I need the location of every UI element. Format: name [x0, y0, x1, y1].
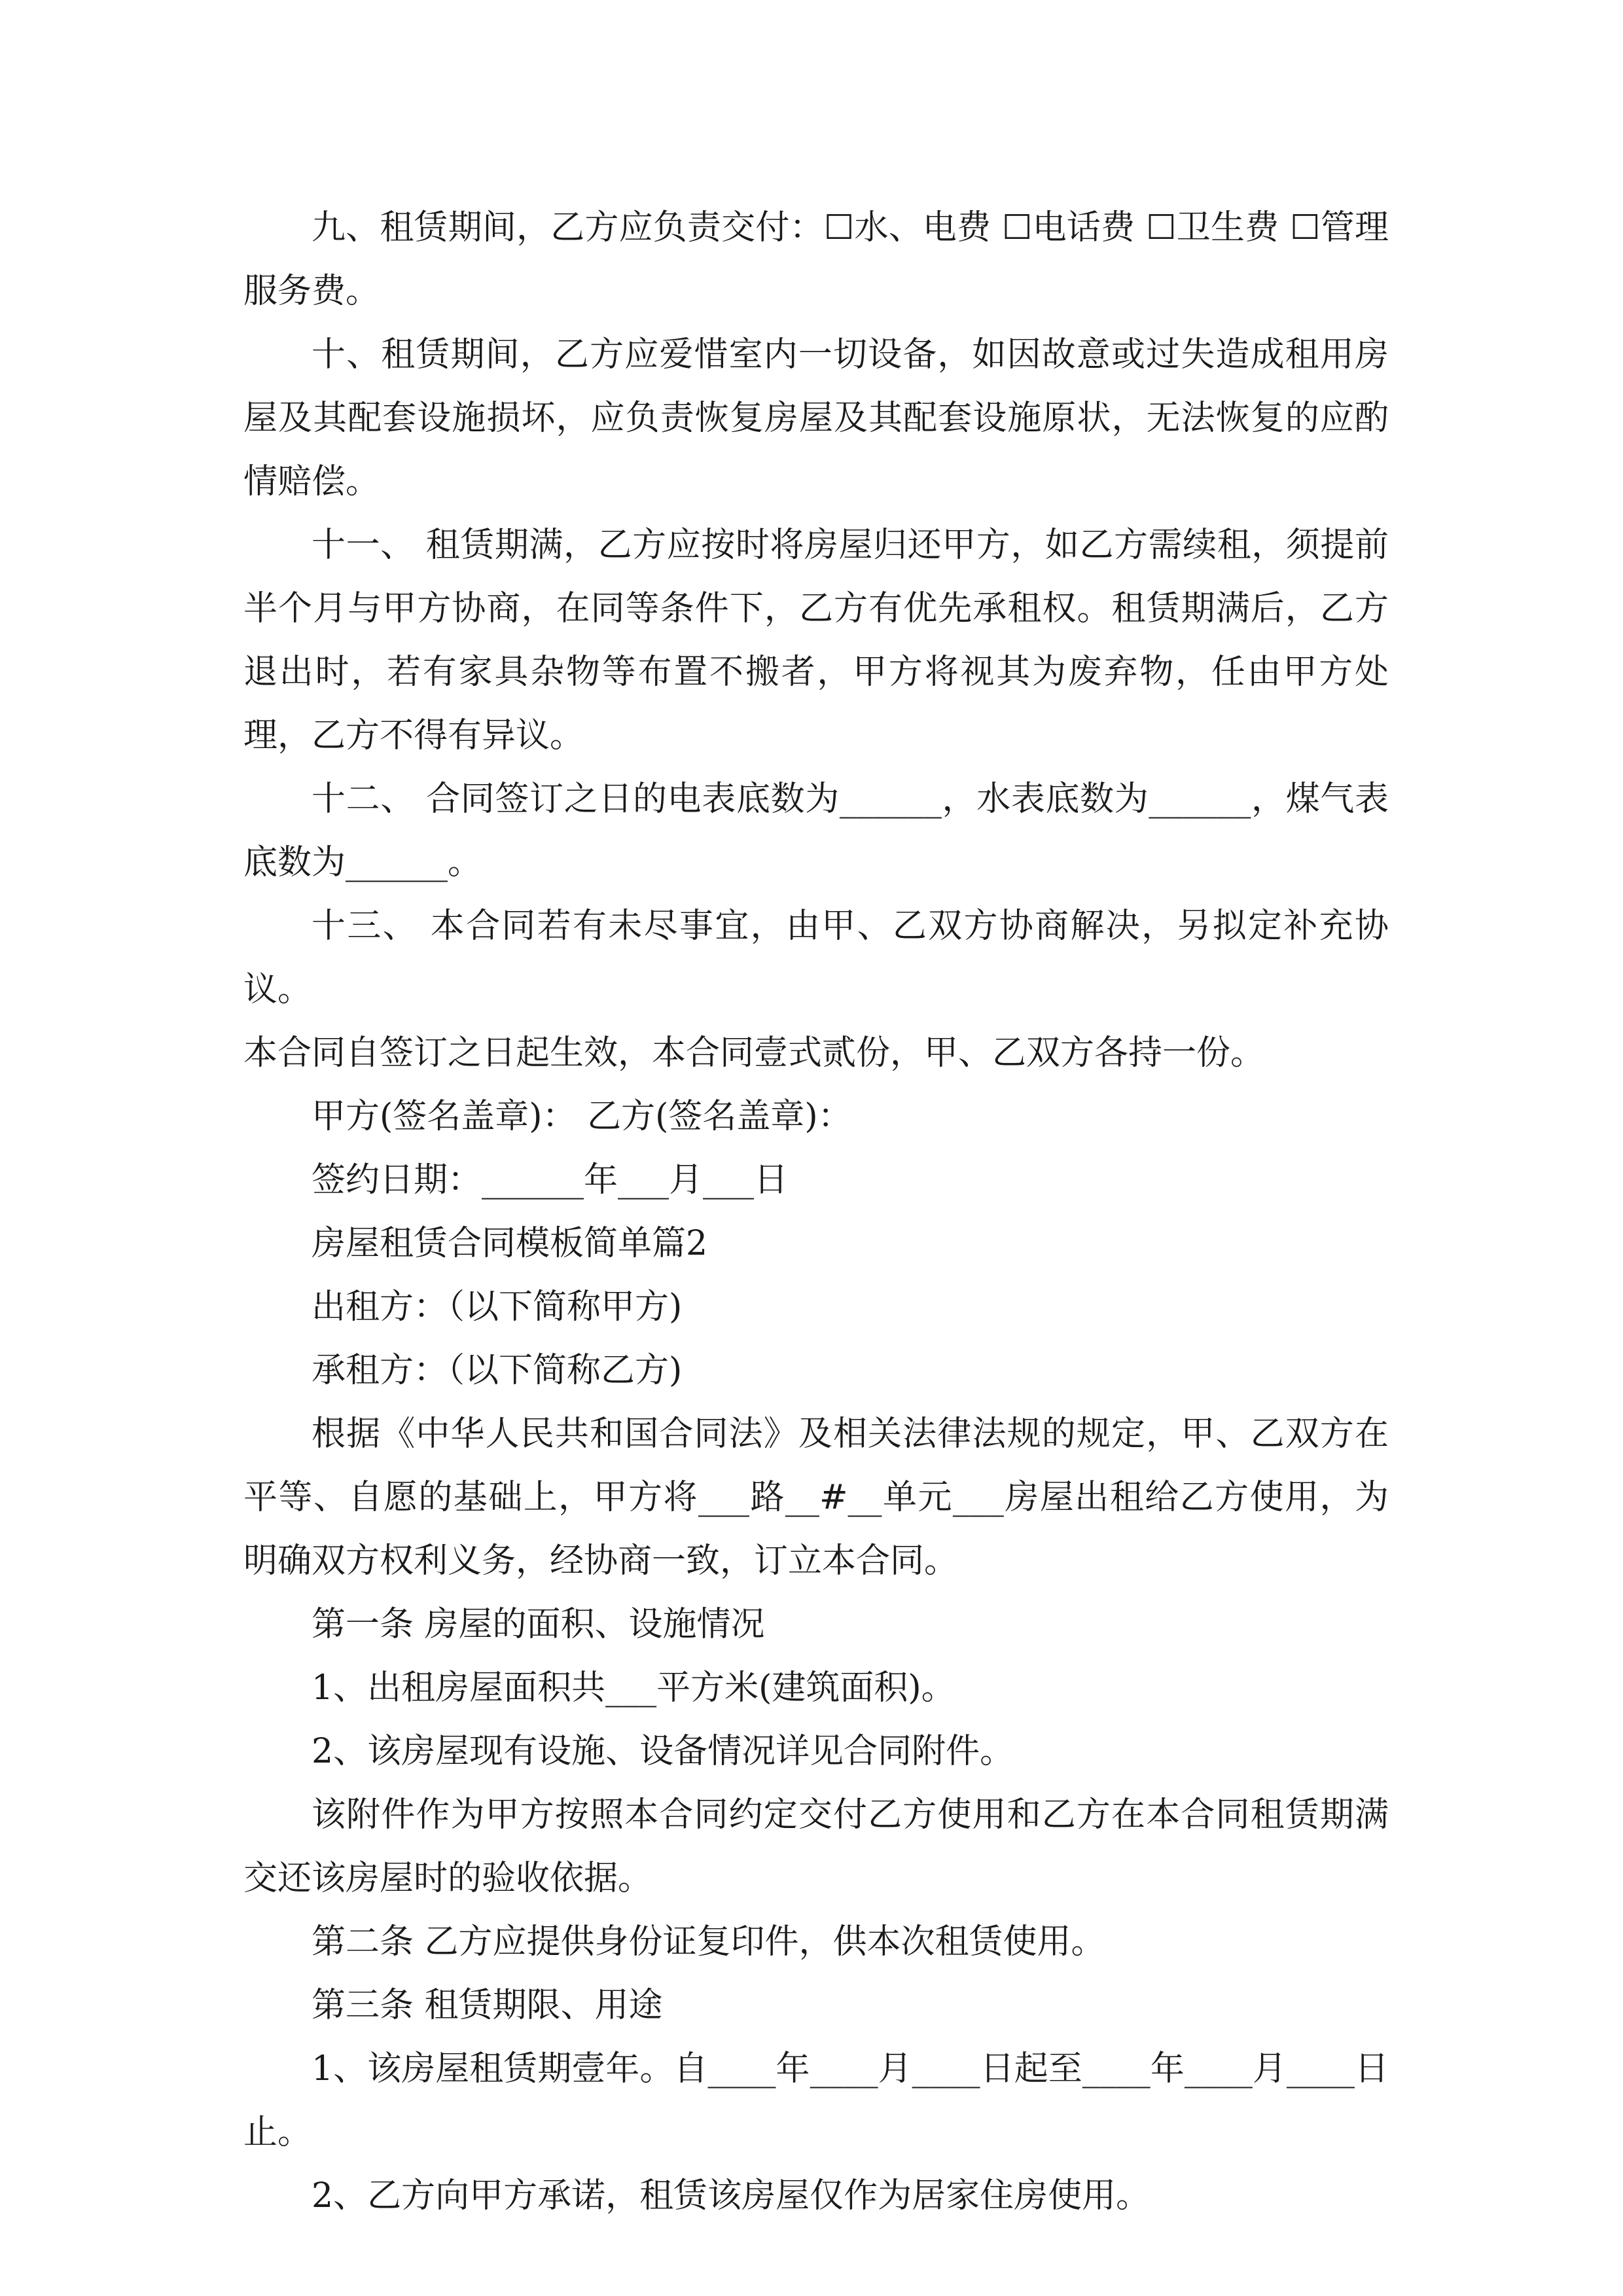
clause-13-outstanding-matters: 十三、 本合同若有未尽事宜，由甲、乙双方协商解决，另拟定补充协议。 — [243, 906, 1389, 1009]
clause-10-equipment-care: 十、租赁期间，乙方应爱惜室内一切设备，如因故意或过失造成租用房屋及其配套设施损坏，应负责恢复房屋及其配套设施原状，无法恢复的应酌情赔偿。 — [243, 335, 1389, 501]
signature-line: 甲方(签名盖章)： 乙方(签名盖章)： — [312, 1097, 852, 1136]
clause-9-utilities: 九、租赁期间，乙方应负责交付：☐水、电费 ☐电话费 ☐卫生费 ☐管理服务费。 — [243, 208, 1389, 311]
article-3-heading: 第三条 租赁期限、用途 — [312, 1986, 663, 2025]
section-title: 房屋租赁合同模板简单篇2 — [312, 1224, 708, 1263]
article-1-item-2: 2、该房屋现有设施、设备情况详见合同附件。 — [312, 1732, 1014, 1771]
article-3-item-2: 2、乙方向甲方承诺，租赁该房屋仅作为居家住房使用。 — [312, 2176, 1150, 2215]
clause-11-lease-expiry: 十一、 租赁期满，乙方应按时将房屋归还甲方，如乙方需续租，须提前半个月与甲方协商，在同等条件下，乙方有优先承租权。租赁期满后，乙方退出时，若有家具杂物等布置不搬者，甲方将视其为废弃物，任由甲方处理，乙方不得有异议。 — [243, 526, 1389, 755]
signing-date-line: 签约日期：______年___月___日 — [312, 1160, 789, 1200]
lessor-line: 出租方：（以下简称甲方) — [312, 1287, 683, 1327]
article-3-item-1: 1、该房屋租赁期壹年。自____年____月____日起至____年____月____日止。 — [243, 2049, 1389, 2152]
effective-clause: 本合同自签订之日起生效，本合同壹式贰份，甲、乙双方各持一份。 — [243, 1033, 1265, 1073]
preamble-paragraph: 根据《中华人民共和国合同法》及相关法律法规的规定，甲、乙双方在平等、自愿的基础上，甲方将___路__#__单元___房屋出租给乙方使用，为明确双方权利义务，经协商一致，订立本合同。 — [243, 1414, 1389, 1581]
contract-body — [243, 196, 1389, 2228]
lessee-line: 承租方：（以下简称乙方) — [312, 1351, 683, 1390]
article-1-heading: 第一条 房屋的面积、设施情况 — [312, 1605, 765, 1644]
clause-12-meter-readings: 十二、 合同签订之日的电表底数为______，水表底数为______，煤气表底数为______。 — [243, 780, 1389, 882]
article-1-item-1: 1、出租房屋面积共___平方米(建筑面积)。 — [312, 1668, 955, 1708]
article-2: 第二条 乙方应提供身份证复印件，供本次租赁使用。 — [312, 1922, 1105, 1962]
attachment-note: 该附件作为甲方按照本合同约定交付乙方使用和乙方在本合同租赁期满交还该房屋时的验收依据。 — [243, 1795, 1389, 1898]
